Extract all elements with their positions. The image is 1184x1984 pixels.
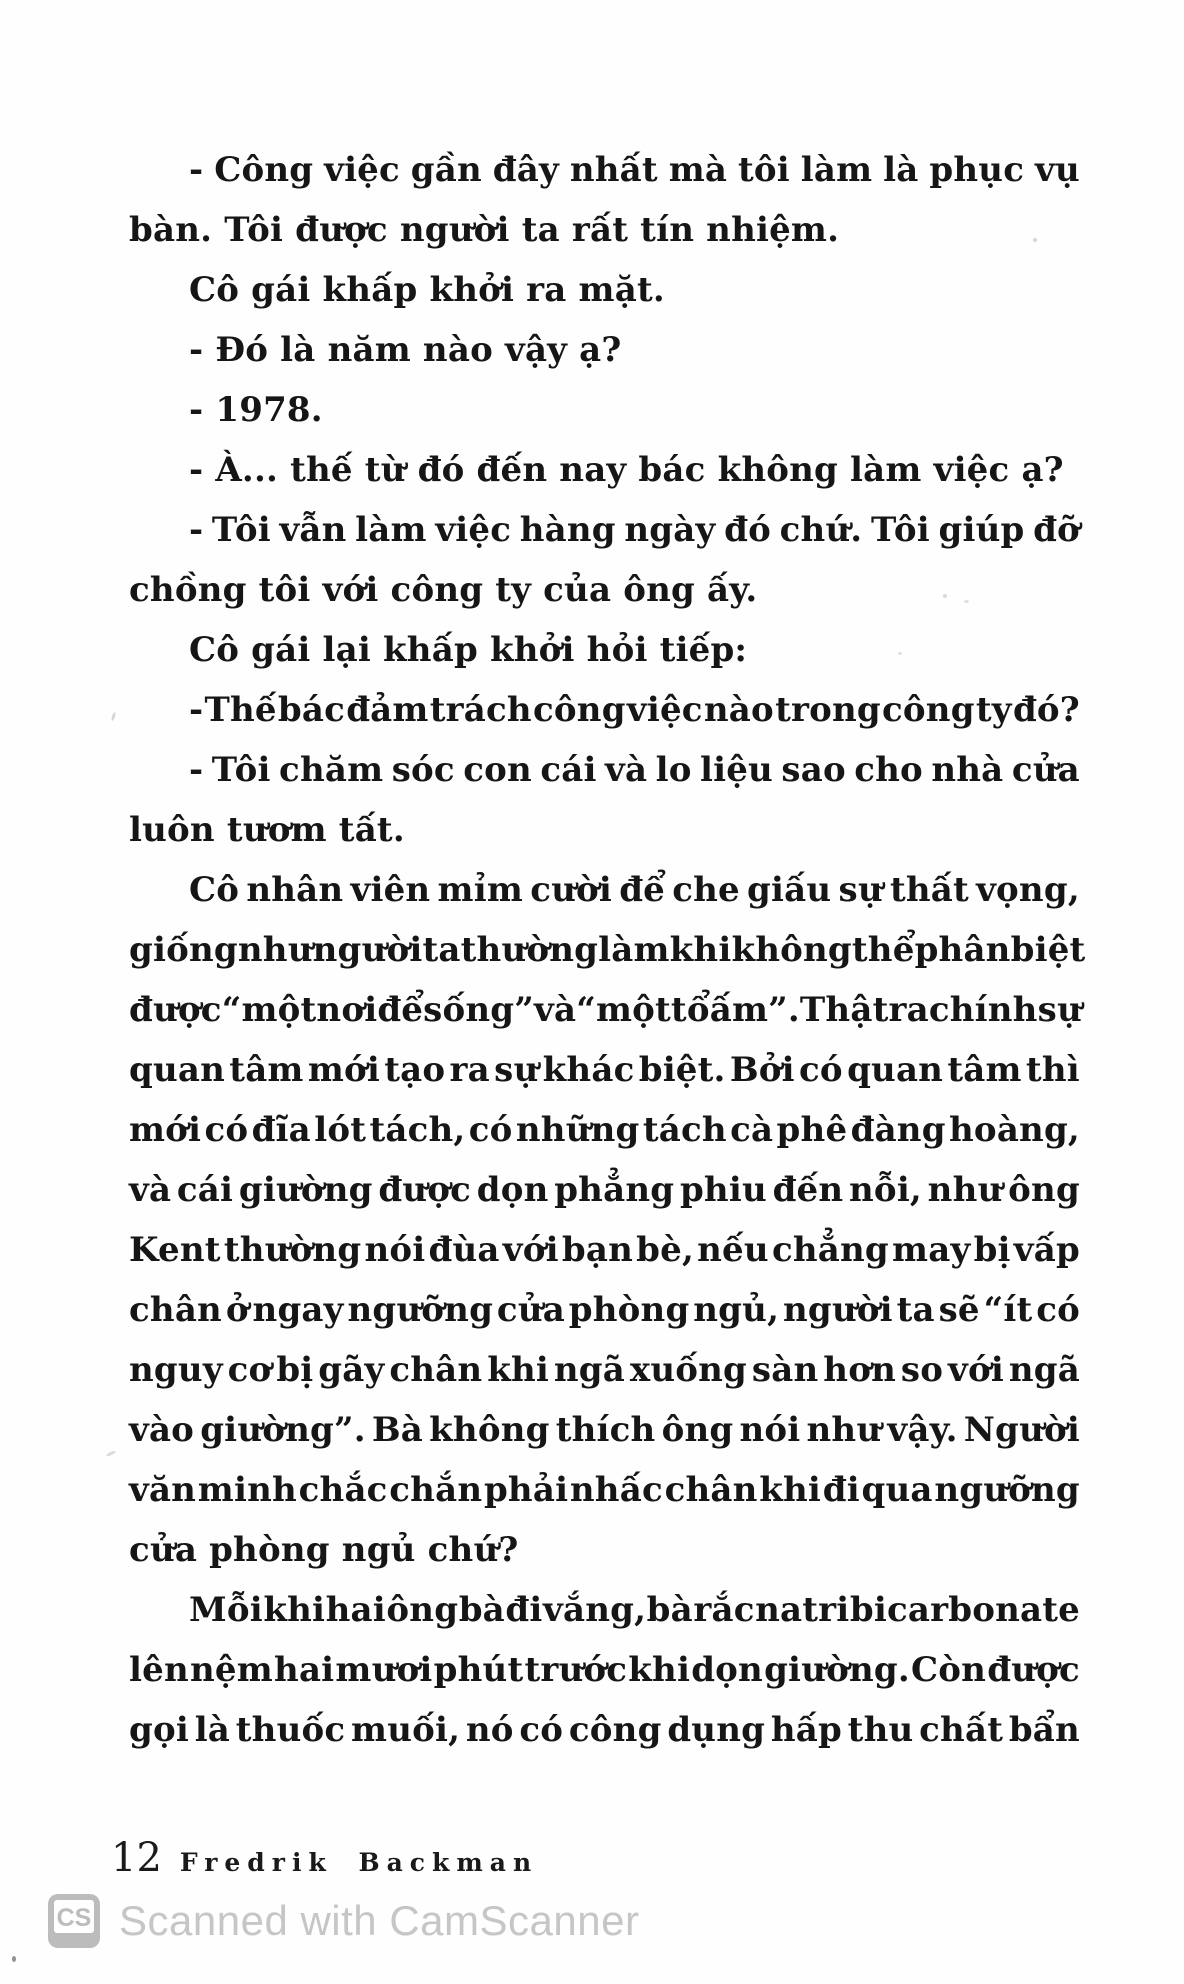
scan-speck — [898, 652, 902, 655]
scan-speck — [964, 600, 969, 603]
camscanner-cs-icon — [47, 1893, 101, 1949]
text-line: gọi là thuốc muối, nó có công dụng hấp thu chất bẩn — [129, 1710, 1080, 1750]
text-line: luôn tươm tất. — [129, 810, 405, 850]
text-line: chân ở ngay ngưỡng cửa phòng ngủ, người ta sẽ “ít có — [129, 1290, 1080, 1330]
svg-text:CS: CS — [56, 1904, 92, 1932]
text-line: lên nệm hai mươi phút trước khi dọn giường. Còn được — [129, 1650, 1080, 1690]
camscanner-watermark — [47, 1893, 639, 1949]
text-line: giống như người ta thường làm khi không thể phân biệt — [129, 930, 1086, 970]
scan-speck — [943, 594, 947, 598]
text-line: - Tôi vẫn làm việc hàng ngày đó chứ. Tôi giúp đỡ — [189, 510, 1080, 550]
text-line: Mỗi khi hai ông bà đi vắng, bà rắc natri bicarbonate — [189, 1590, 1080, 1630]
text-line: - Đó là năm nào vậy ạ? — [189, 330, 622, 370]
watermark-text: Scanned with CamScanner — [119, 1897, 640, 1944]
text-line: Cô nhân viên mỉm cười để che giấu sự thất vọng, — [189, 870, 1080, 910]
scan-speck — [1033, 238, 1037, 242]
text-line: - 1978. — [189, 390, 323, 430]
text-line: Cô gái khấp khởi ra mặt. — [189, 270, 665, 310]
text-line: - Tôi chăm sóc con cái và lo liệu sao cho nhà cửa — [189, 750, 1080, 790]
text-line: nguy cơ bị gãy chân khi ngã xuống sàn hơn so với ngã — [129, 1350, 1080, 1390]
scan-speck — [111, 712, 117, 721]
text-line: - Thế bác đảm trách công việc nào trong công ty đó? — [189, 690, 1080, 730]
text-line: Kent thường nói đùa với bạn bè, nếu chẳng may bị vấp — [129, 1230, 1080, 1270]
text-line: và cái giường được dọn phẳng phiu đến nỗi, như ông — [129, 1170, 1080, 1210]
text-line: - Công việc gần đây nhất mà tôi làm là phục vụ — [189, 150, 1080, 190]
text-line: văn minh chắc chắn phải nhấc chân khi đi qua ngưỡng — [129, 1470, 1080, 1510]
text-line: được “một nơi để sống” và “một tổ ấm”. Thật ra chính sự — [129, 990, 1082, 1030]
text-line: - À... thế từ đó đến nay bác không làm việc ạ? — [189, 450, 1064, 490]
text-line: bàn. Tôi được người ta rất tín nhiệm. — [129, 210, 840, 250]
text-line: Cô gái lại khấp khởi hỏi tiếp: — [189, 630, 748, 670]
author-name: Fredrik Backman — [179, 1848, 539, 1877]
page-number: 12 — [111, 1835, 162, 1881]
page-footer — [111, 1835, 539, 1881]
page-text-block — [129, 140, 1086, 1760]
scan-speck — [106, 1450, 116, 1457]
text-line: chồng tôi với công ty của ông ấy. — [129, 570, 758, 610]
text-line: mới có đĩa lót tách, có những tách cà phê đàng hoàng, — [129, 1110, 1080, 1150]
text-line: cửa phòng ngủ chứ? — [129, 1530, 519, 1570]
text-line: vào giường”. Bà không thích ông nói như vậy. Người — [129, 1410, 1080, 1450]
text-line: quan tâm mới tạo ra sự khác biệt. Bởi có quan tâm thì — [129, 1050, 1080, 1090]
scan-speck — [12, 1956, 16, 1962]
